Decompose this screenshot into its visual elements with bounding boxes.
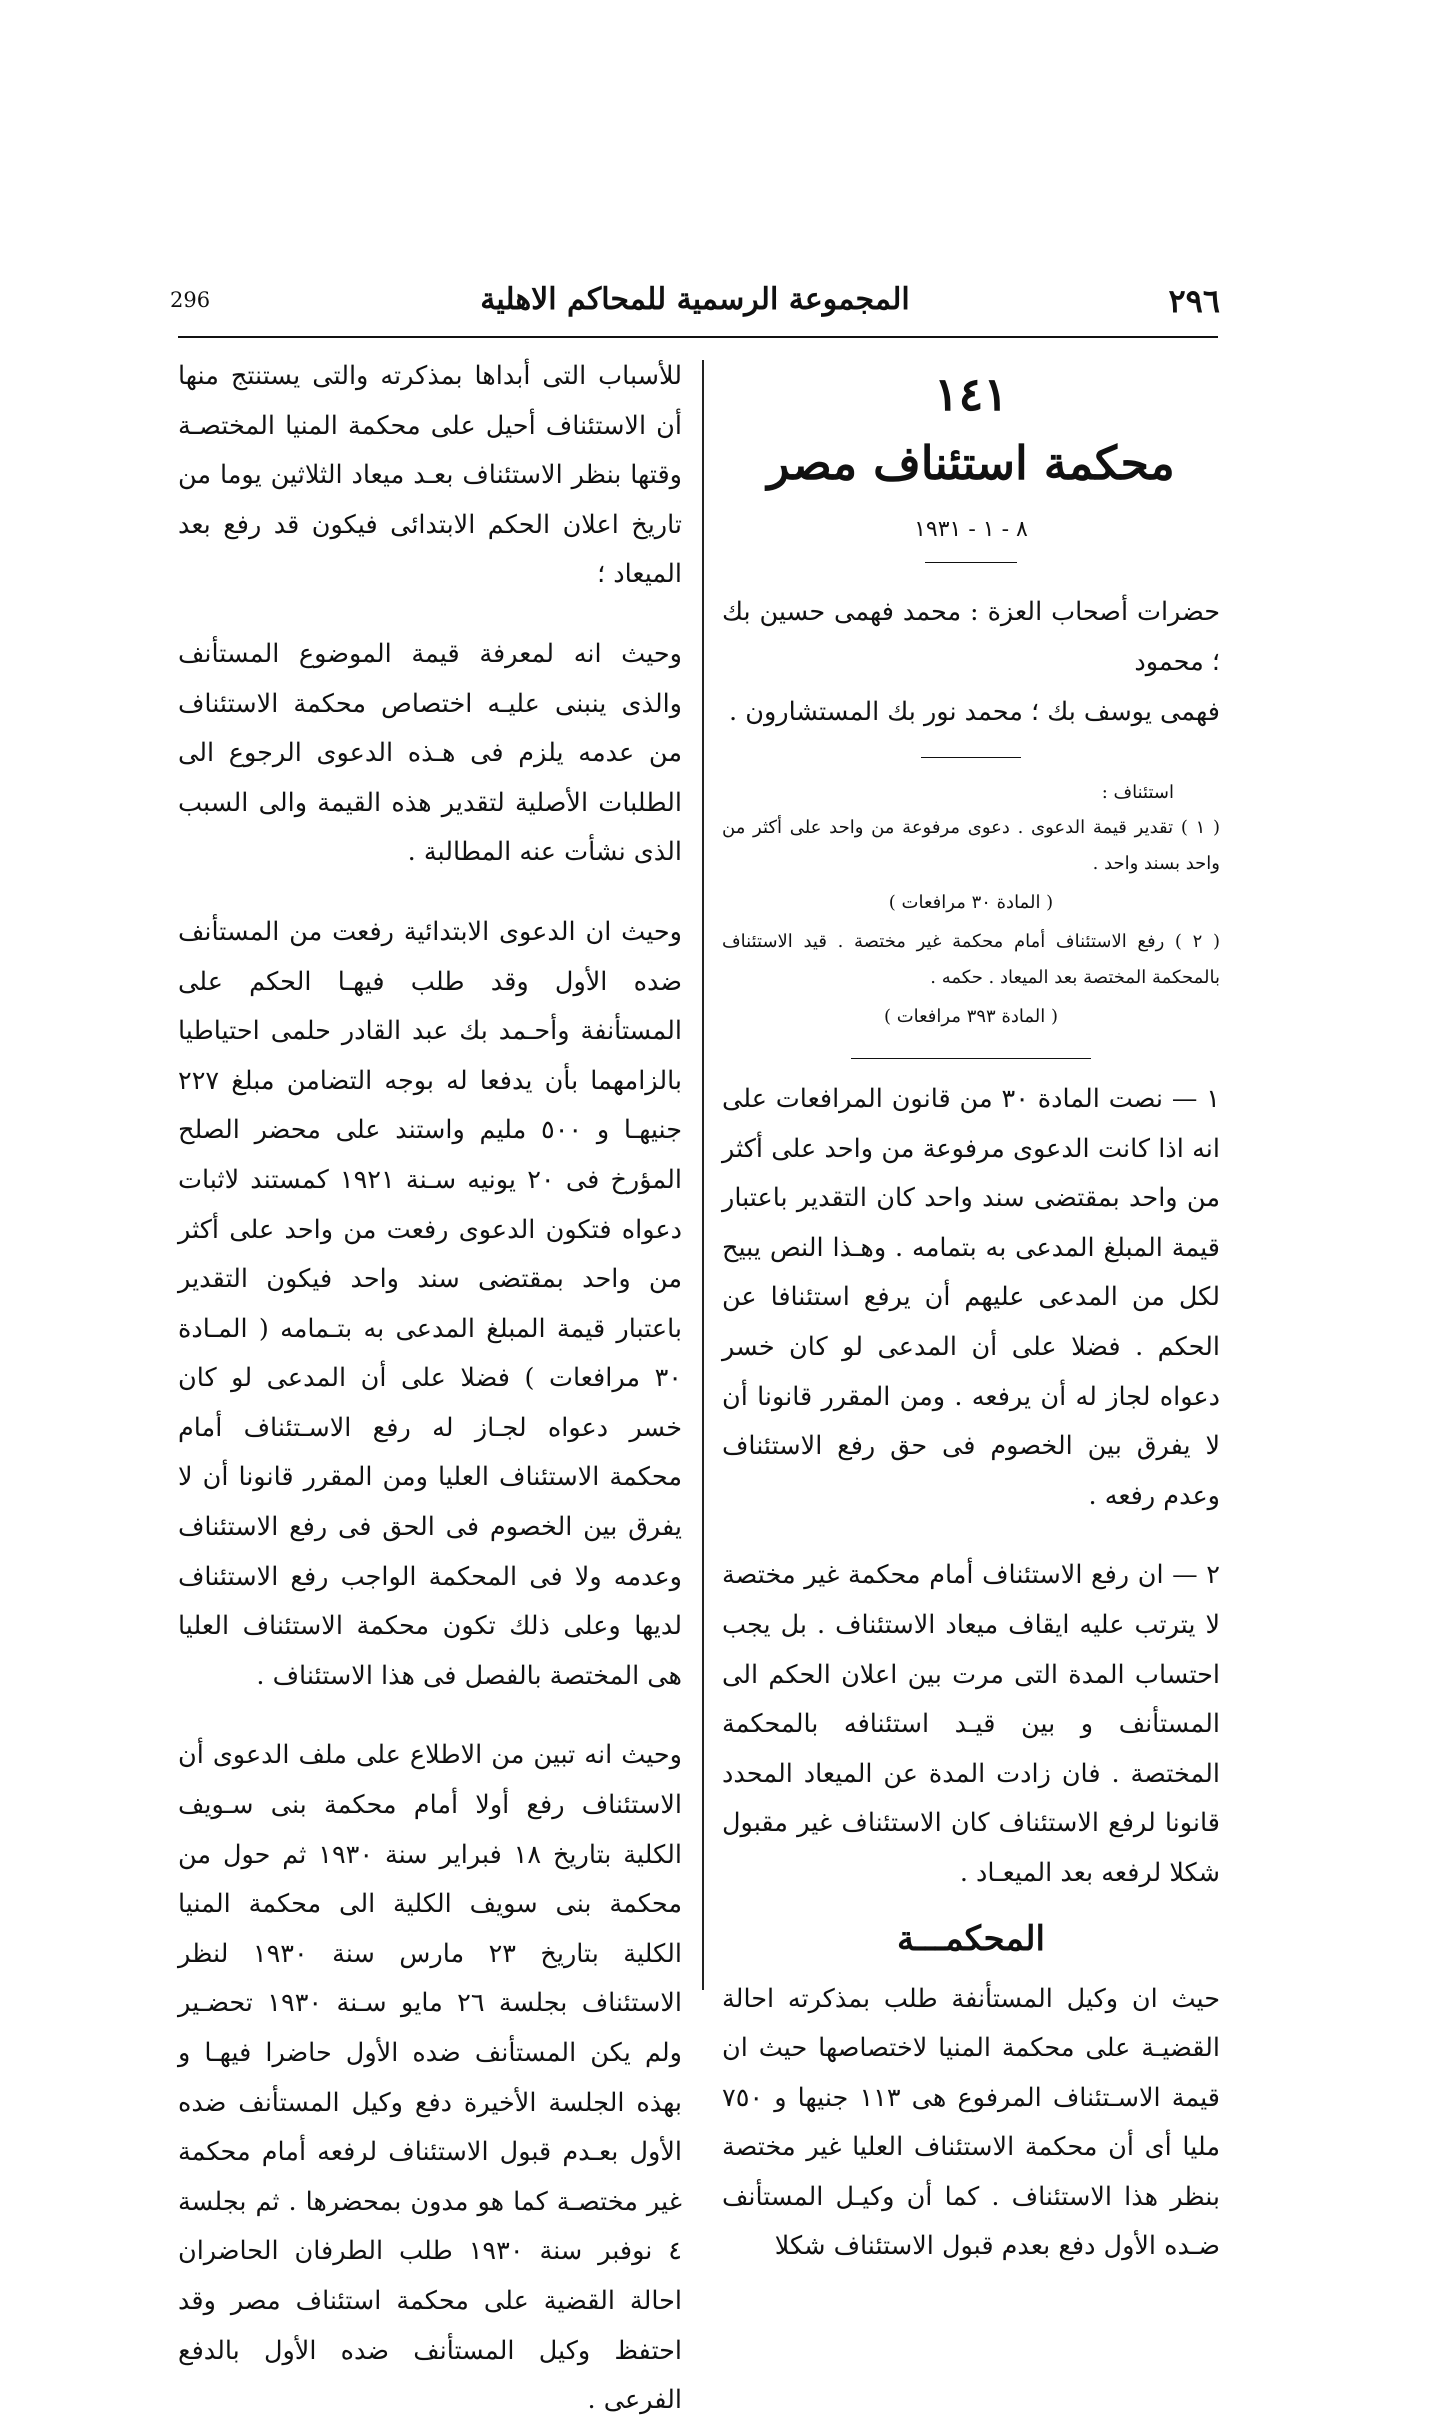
divider [921,757,1021,758]
body-paragraph: وحيث انه تبين من الاطلاع على ملف الدعوى أن الاستئناف رفع أولا أمام محكمة بنى سـويف الكلية بتاريخ ١٨ فبراير سنة ١٩٣٠ ثم حول من محكمة بنى سويف الكلية الى محكمة المنيا الكلية بتاريخ ٢٣ مارس سنة ١٩٣٠ لنظر الاستئناف بجلسة ٢٦ مايو سـنة ١٩٣٠ تحضـير ولم يكن المستأنف ضده الأول حاضرا فيهـا و بهذه الجلسة الأخيرة دفع وكيل المستأنف ضده الأول بعـدم قبول الاستئناف لرفعه أمام محكمة غير مختصـة كما هو مدون بمحضرها . ثم بجلسة ٤ نوفبر سنة ١٩٣٠ طلب الطرفان الحاضران احالة القضية على محكمة استئناف مصر وقد احتفظ وكيل المستأنف ضده الأول بالدفع الفرعى . [178,1740,683,2416]
bench-line: فهمى يوسف بك ؛ محمد نور بك المستشارون . [729,697,1220,727]
left-column [178,352,682,2426]
right-column [722,352,1220,2272]
judgment-date: ٨ - ١ - ١٩٣١ [914,517,1028,542]
summary-item: ( ٢ ) رفع الاستئناف أمام محكمة غير مختصة . قيد الاستئناف بالمحكمة المختصة بعد الميعاد . حكمه . [722,931,1221,988]
section-heading: المحكمـــة [897,1918,1045,1959]
body-paragraph: للأسباب التى أبداها بمذكرته والتى يستنتج منها أن الاستئناف أحيل على محكمة المنيا المختصـة وقتها بنظر الاستئناف بعـد ميعاد الثلاثين يوما من تاريخ اعلان الحكم الابتدائى فيكون قد رفع بعد الميعاد ؛ [178,361,682,590]
page-number-latin: 296 [170,288,211,312]
body-paragraph: وحيث انه لمعرفة قيمة الموضوع المستأنف والذى ينبنى عليـه اختصاص محكمة الاستئناف من عدمه يلزم فى هـذه الدعوى الرجوع الى الطلبات الأصلية لتقدير هذه القيمة والى السبب الذى نشأت عنه المطالبة . [178,638,682,868]
bench-line: حضرات أصحاب العزة : محمد فهمى حسين بك ؛ محمود [722,597,1220,677]
header-rule [178,336,1218,338]
body-paragraph: وحيث ان الدعوى الابتدائية رفعت من المستأنف ضده الأول وقد طلب فيهـا الحكم على المستأنفة وأحـمد بك عبد القادر حلمى احتياطيا بالزامهما بأن يدفعا له بوجه التضامن مبلغ ٢٢٧ جنيهـا و ٥٠٠ مليم واستند على محضر الصلح المؤرخ فى ٢٠ يونيه سـنة ١٩٢١ كمستند لاثبات دعواه فتكون الدعوى رفعت من واحد على أكثر من واحد بمقتضى سند واحد فيكون التقدير باعتبار قيمة المبلغ المدعى به بتـمامه ( المـادة ٣٠ مرافعات ) فضلا على أن المدعى لو كان خسر دعواه لجـاز له رفع الاسـتئناف أمام محكمة الاستئناف العليا ومن المقرر قانونا أن لا يفرق بين الخصوم فى الحق فى رفع الاستئناف وعدمه ولا فى المحكمة الواجب رفع الاستئناف لديها وعلى ذلك تكون محكمة الاستئناف العليا هى المختصة بالفصل فى هذا الاستئناف . [178,916,682,1691]
running-title: المجموعة الرسمية للمحاكم الاهلية [480,282,910,317]
principle-paragraph: ٢ — ان رفع الاستئناف أمام محكمة غير مختصة لا يترتب عليه ايقاف ميعاد الاستئناف . بل يجب احتساب المدة التى مرت بين اعلان الحكم الى المستأنف و بين قيـد استئنافه بالمحكمة المختصة . فان زادت المدة عن الميعاد المحدد قانونا لرفع الاستئناف كان الاستئناف غير مقبول شكلا لرفعه بعد الميعـاد . [722,1560,1220,1888]
case-number: ١٤١ [933,367,1009,421]
principle-paragraph: ١ — نصت المادة ٣٠ من قانون المرافعات على انه اذا كانت الدعوى مرفوعة من واحد على أكثر من واحد بمقتضى سند واحد كان التقدير باعتبار قيمة المبلغ المدعى به بتمامه . وهـذا النص يبيح لكل من المدعى عليهم أن يرفع استئنافا عن الحكم . فضلا على أن المدعى لو كان خسر دعواه لجاز له أن يرفعه . ومن المقرر قانونا أن لا يفرق بين الخصوم فى حق رفع الاستئناف وعدم رفعه . [722,1084,1220,1511]
summary-heading: استئناف : [1101,782,1174,803]
page-header [170,282,1220,322]
page-number-arabic: ٢٩٦ [1168,282,1220,320]
divider [851,1058,1091,1059]
court-name: محكمة استئناف مصر [767,436,1175,490]
column-separator [702,360,704,1990]
summary-reference: ( المادة ٣٠ مرافعات ) [888,892,1054,913]
summary-item: ( ١ ) تقدير قيمة الدعوى . دعوى مرفوعة من واحد على أكثر من واحد بسند واحد . [722,817,1221,874]
summary-reference: ( المادة ٣٩٣ مرافعات ) [883,1006,1059,1027]
divider [925,562,1017,563]
body-paragraph: حيث ان وكيل المستأنفة طلب بمذكرته احالة القضيـة على محكمة المنيا لاختصاصها حيث ان قيمة الاسـتئناف المرفوع هى ١١٣ جنيها و ٧٥٠ مليا أى أن محكمة الاستئناف العليا غير مختصة بنظر هذا الاستئناف . كما أن وكيـل المستأنف ضـده الأول دفع بعدم قبول الاستئناف شكلا [722,1983,1220,2262]
